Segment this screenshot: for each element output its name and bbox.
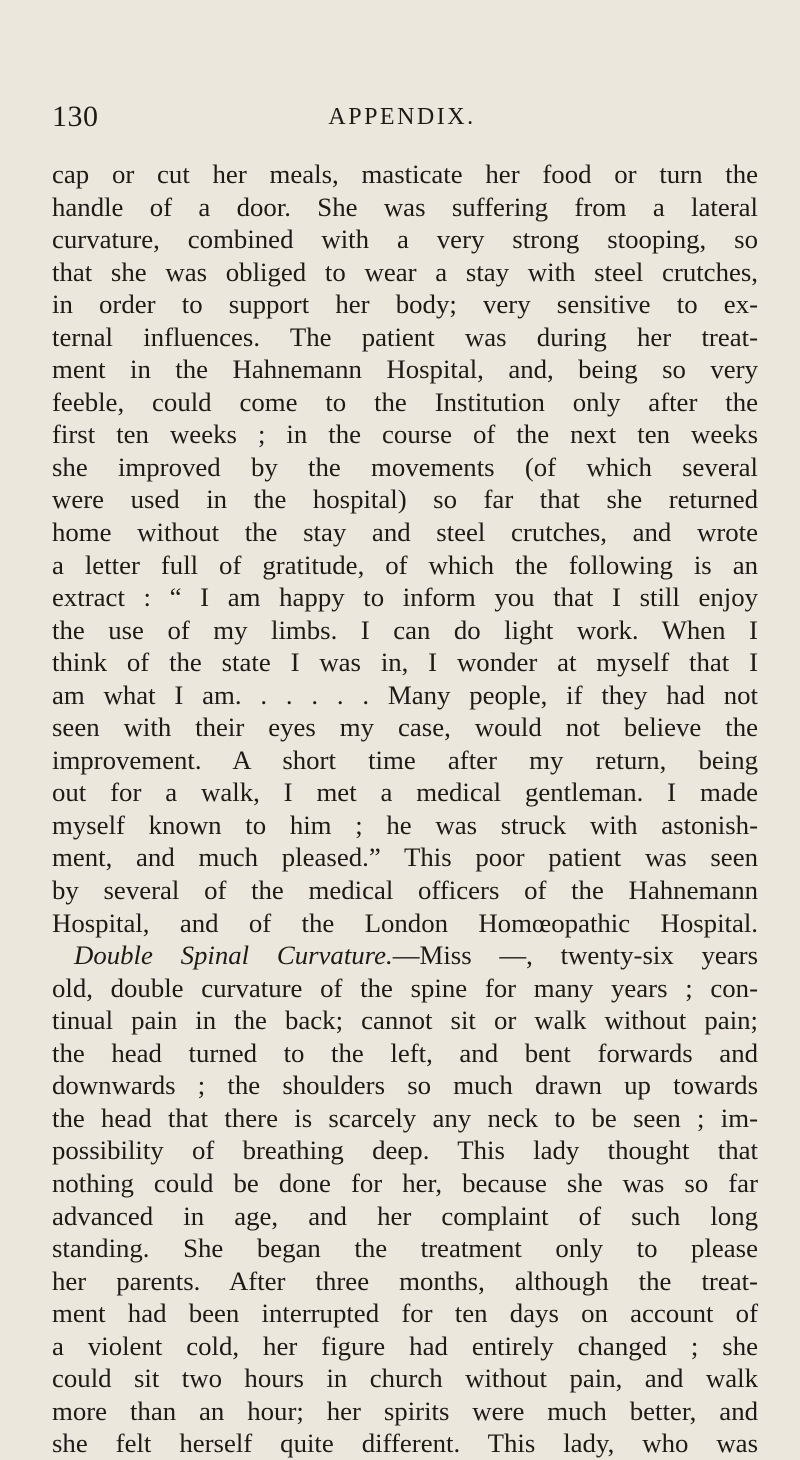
text-line: extract : “ I am happy to inform you that I still enjoy: [52, 582, 758, 613]
text-line: she improved by the movements (of which several: [52, 451, 758, 482]
page-number: 130: [52, 100, 99, 133]
section-heading-title: Double Spinal Curvature.: [74, 940, 393, 971]
text-line: a letter full of gratitude, of which the following is an: [52, 549, 758, 580]
text-line: that she was obliged to wear a stay with steel crutches,: [52, 256, 758, 287]
text-line: feeble, could come to the Institution only after the: [52, 386, 758, 417]
text-line: the use of my limbs. I can do light work. When I: [52, 614, 758, 645]
text-line: old, double curvature of the spine for many years ; con-: [52, 972, 758, 1003]
text-line: nothing could be done for her, because she was so far: [52, 1167, 758, 1198]
text-line: ment, and much pleased.” This poor patient was seen: [52, 842, 758, 873]
running-head: APPENDIX.: [328, 104, 476, 130]
text-line: her parents. After three months, although the treat-: [52, 1265, 758, 1296]
section-heading-rest: —Miss —, twenty-six years: [392, 940, 758, 971]
text-line: in order to support her body; very sensitive to ex-: [52, 289, 758, 320]
text-line: curvature, combined with a very strong stooping, so: [52, 224, 758, 255]
text-line: standing. She began the treatment only to please: [52, 1233, 758, 1264]
body-text: [52, 158, 758, 1460]
text-line: out for a walk, I met a medical gentleman. I made: [52, 777, 758, 808]
text-line: downwards ; the shoulders so much drawn up towards: [52, 1070, 758, 1101]
text-line: am what I am. . . . . . Many people, if they had not: [52, 679, 758, 710]
text-line: the head turned to the left, and bent forwards and: [52, 1037, 758, 1068]
text-line: the head that there is scarcely any neck to be seen ; im-: [52, 1102, 758, 1133]
text-line: ment in the Hahnemann Hospital, and, being so very: [52, 354, 758, 385]
text-line: handle of a door. She was suffering from a lateral: [52, 191, 758, 222]
text-line: cap or cut her meals, masticate her food or turn the: [52, 159, 758, 189]
text-line: could sit two hours in church without pain, and walk: [52, 1363, 758, 1394]
text-line: ternal influences. The patient was during her treat-: [52, 321, 758, 352]
text-line: seen with their eyes my case, would not believe the: [52, 712, 758, 743]
text-line: first ten weeks ; in the course of the next ten weeks: [52, 419, 758, 450]
text-line: improvement. A short time after my return, being: [52, 744, 758, 775]
text-line: ment had been interrupted for ten days on account of: [52, 1298, 758, 1329]
text-line: advanced in age, and her complaint of such long: [52, 1200, 758, 1231]
text-line: a violent cold, her figure had entirely changed ; she: [52, 1330, 758, 1361]
text-line: Hospital, and of the London Homœopathic Hospital.: [52, 907, 758, 938]
text-line: she felt herself quite different. This lady, who was: [52, 1428, 758, 1459]
section-heading-line: [52, 939, 758, 972]
text-line: more than an hour; her spirits were much better, and: [52, 1395, 758, 1426]
text-line: by several of the medical officers of the Hahnemann: [52, 875, 758, 906]
text-line: tinual pain in the back; cannot sit or walk without pain;: [52, 1005, 758, 1036]
text-line: possibility of breathing deep. This lady thought that: [52, 1135, 758, 1166]
text-line: were used in the hospital) so far that she returned: [52, 484, 758, 515]
page-header: [52, 100, 752, 140]
text-line: home without the stay and steel crutches, and wrote: [52, 517, 758, 548]
text-line: myself known to him ; he was struck with astonish-: [52, 809, 758, 840]
text-line: think of the state I was in, I wonder at myself that I: [52, 647, 758, 678]
